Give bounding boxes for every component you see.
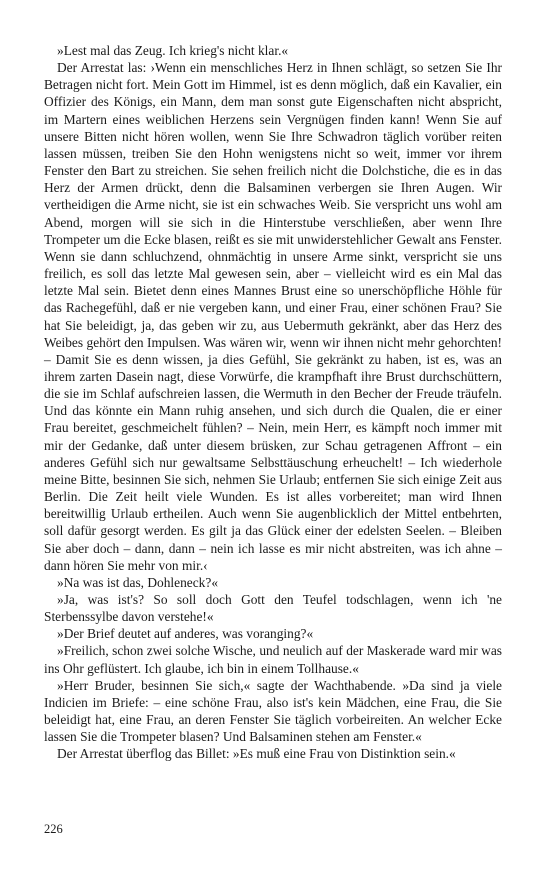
- paragraph: Der Arrestat las: ›Wenn ein menschliches Herz in Ihnen schlägt, so setzen Sie Ihr Betragen nicht fort. Mein Gott im Himmel, ist es denn möglich, daß ein Kavalier, ein Offizier des Königs, ein Mann, dem man sonst gute Eigenschaften nicht abspricht, im Martern eines weiblichen Herzens sein Vergnügen finden kann! Wenn Sie auf unsere Bitten nicht hören wollen, wenn Sie Ihre Schwadron täglich vorüber reiten lassen müssen, treiben Sie den Hohn wenigstens nicht so weit, immer vor ihrem Fenster den Bart zu streichen. Sie sehen freilich nicht die Dolchstiche, die es in das Herz der Armen drückt, denn die Balsaminen verbergen sie Ihren Augen. Wir vertheidigen die Arme nicht, sie ist ein schwaches Weib. Sie verspricht uns wohl am Abend, morgen will sie sich in die Hinterstube verschließen, aber wenn Ihre Trompeter um die Ecke blasen, reißt es sie mit unwiderstehlicher Gewalt ans Fenster. Wenn sie dann schluchzend, ohnmächtig in unsere Arme sinkt, verspricht sie uns freilich, es soll das letzte Mal gewesen sein, aber – vielleicht wird es ein Mal das letzte Mal sein. Bietet denn eines Mannes Brust eine so unerschöpfliche Höhle für das Rachegefühl, daß er nie vergeben kann, und einer Frau, einer schönen Frau? Sie hat Sie beleidigt, ja, das geben wir zu, aus Uebermuth gekränkt, aber das Herz des Weibes gehört den Impulsen. Was wären wir, wenn wir ihnen nicht mehr gehorchten! – Damit Sie es denn wissen, ja dies Gefühl, Sie gekränkt zu haben, ist es, was an ihrem zarten Dasein nagt, diese Vorwürfe, die krampfhaft ihre Brust durchschüttern, die sie im Schlaf aufschreien lassen, die Wermuth in den Becher der Freude träufeln. Und das könnte ein Mann ruhig ansehen, und sich durch die Qualen, die er einer Frau bereitet, geschmeichelt fühlen? – Nein, mein Herr, es kämpft noch immer mit mir der Gedanke, daß unter diesem brüsken, zur Schau getragenen Affront – ein anderes Gefühl sich nur gewaltsame Selbsttäuschung erheuchelt! – Ich wiederhole meine Bitte, besinnen Sie sich, nehmen Sie Urlaub; entfernen Sie sich einige Zeit aus Berlin. Die Zeit heilt viele Wunden. Es ist alles vorbereitet; man wird Ihnen bereitwillig Urlaub ertheilen. Auch wenn Sie augenblicklich der Mittel entbehrten, soll dafür gesorgt werden. Es gilt ja das Glück einer der edelsten Seelen. – Bleiben Sie aber doch – dann, dann – nein ich lasse es mir nicht abstreiten, was ich ahne – dann hören Sie mehr von mir.‹: [44, 60, 502, 573]
- paragraph: »Ja, was ist's? So soll doch Gott den Teufel todschlagen, wenn ich 'ne Sterbenssylbe davon verstehe!«: [44, 592, 502, 625]
- page-number: 226: [44, 822, 63, 836]
- paragraph: »Der Brief deutet auf anderes, was voranging?«: [57, 626, 314, 642]
- paragraph: Der Arrestat überflog das Billet: »Es muß eine Frau von Distinktion sein.«: [57, 746, 456, 762]
- paragraph: »Freilich, schon zwei solche Wische, und neulich auf der Maskerade ward mir was ins Ohr geflüstert. Ich glaube, ich bin in einem Tollhause.«: [44, 643, 502, 676]
- paragraph: »Lest mal das Zeug. Ich krieg's nicht klar.«: [57, 43, 289, 58]
- book-page-text: [44, 42, 502, 763]
- paragraph: »Herr Bruder, besinnen Sie sich,« sagte der Wachthabende. »Da sind ja viele Indicien im Briefe: – eine schöne Frau, also ist's kein Mädchen, eine Frau, die Sie beleidigt hat, eine Frau, an deren Fenster Sie täglich vorbeireiten. An welcher Ecke lassen Sie die Trompeter blasen? Und Balsaminen stehen am Fenster.«: [44, 677, 502, 745]
- paragraph: »Na was ist das, Dohleneck?«: [57, 574, 219, 590]
